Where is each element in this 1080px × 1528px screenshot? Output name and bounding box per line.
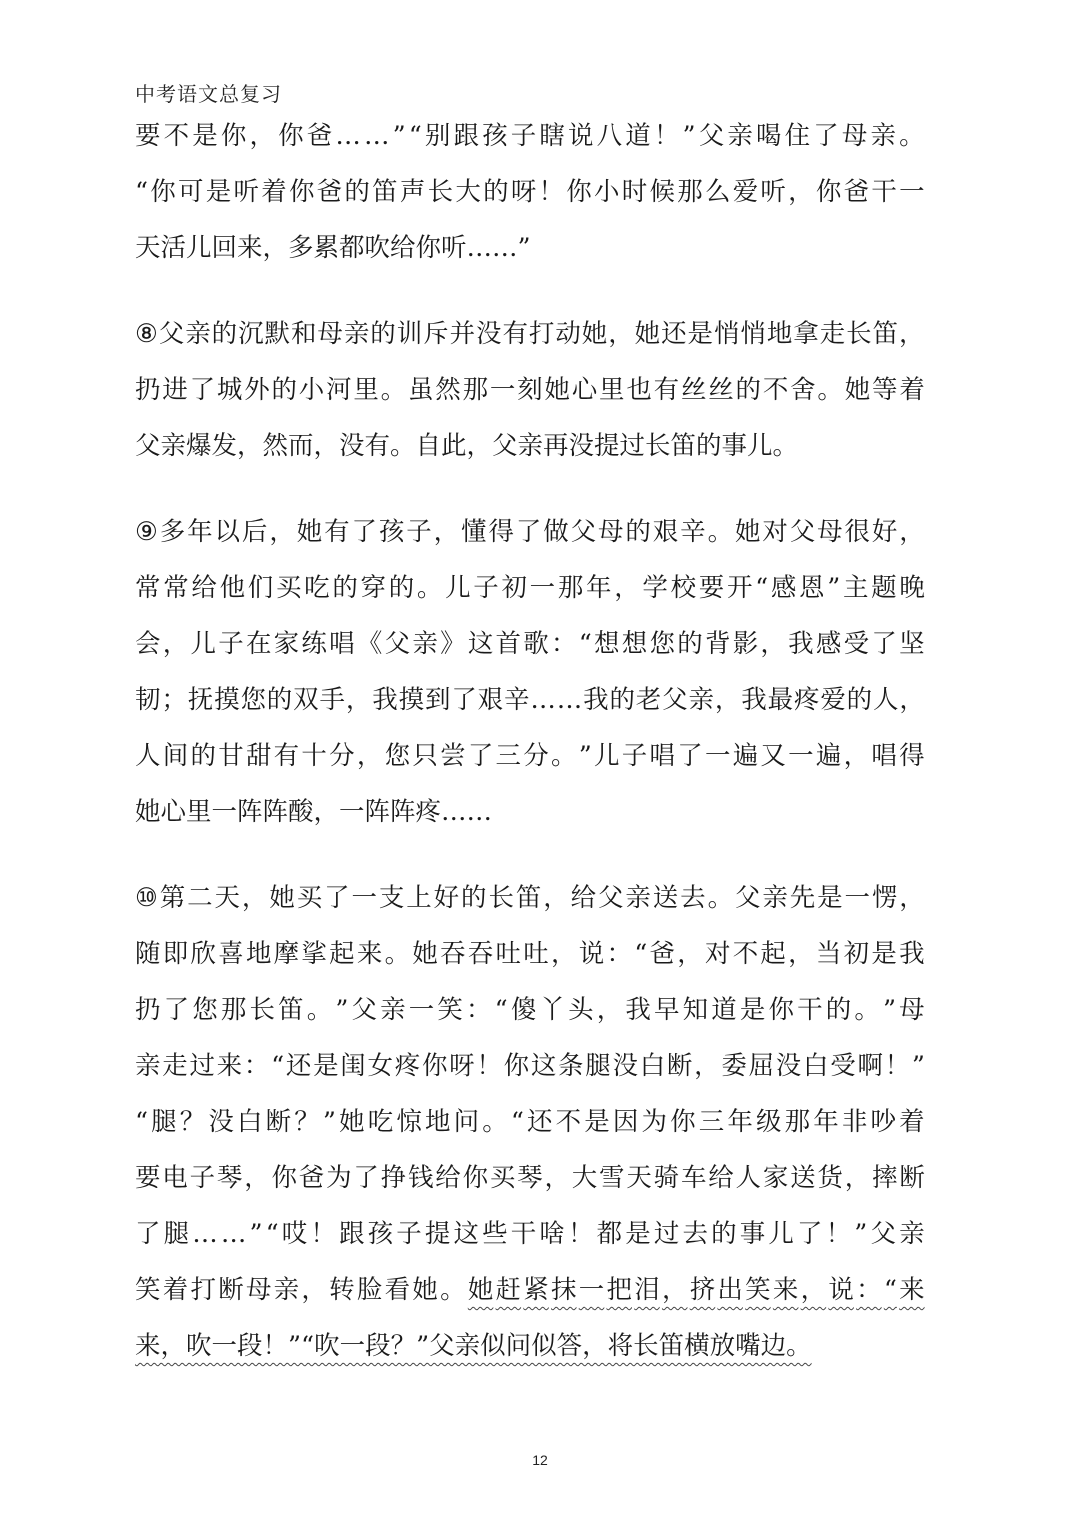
text-line: ⑨ 多 年 以 后 ， 她 有 了 孩 子 ， 懂 得 了 做 父 母 的 艰 辛 。 她 对 父 母 很 好 ， [135, 517, 925, 547]
text-line: 父亲爆发，然而，没有。自此，父亲再没提过长笛的事儿。 [135, 431, 799, 461]
text-line: 亲 走 过 来 ： “ 还 是 闺 女 疼 你 呀 ！ 你 这 条 腿 没 白 断 ， 委 屈 没 白 受 啊 ！ ” [135, 1051, 925, 1081]
text-line: 了 腿 … … ” “ 哎 ！ 跟 孩 子 提 这 些 干 啥 ！ 都 是 过 去 的 事 儿 了 ！ ” 父 亲 [135, 1219, 925, 1249]
text-line: 扔 了 您 那 长 笛 。 ” 父 亲 一 笑 ： “ 傻 丫 头 ， 我 早 知 道 是 你 干 的 。 ” 母 [135, 995, 925, 1025]
page-header-title: 中考语文总复习 [135, 82, 282, 106]
text-line: ⑩ 第 二 天 ， 她 买 了 一 支 上 好 的 长 笛 ， 给 父 亲 送 去 。 父 亲 先 是 一 愣 ， [135, 883, 925, 913]
page-number: 12 [532, 1452, 548, 1468]
text-line: 韧 ； 抚 摸 您 的 双 手 ， 我 摸 到 了 艰 辛 … … 我 的 老 父 亲 ， 我 最 疼 爱 的 人 ， [135, 685, 925, 715]
text-line: 会 ， 儿 子 在 家 练 唱 《 父 亲 》 这 首 歌 ： “ 想 想 您 的 背 影 ， 我 感 受 了 坚 [135, 629, 925, 659]
text-line: 要 电 子 琴 ， 你 爸 为 了 挣 钱 给 你 买 琴 ， 大 雪 天 骑 车 给 人 家 送 货 ， 摔 断 [135, 1163, 925, 1193]
document-body [135, 108, 925, 1374]
text-line-underlined [135, 1318, 925, 1374]
text-line: ⑧ 父 亲 的 沉 默 和 母 亲 的 训 斥 并 没 有 打 动 她 ， 她 还 是 悄 悄 地 拿 走 长 笛 ， [135, 319, 925, 349]
text-line: “ 你 可 是 听 着 你 爸 的 笛 声 长 大 的 呀 ！ 你 小 时 候 那 么 爱 听 ， 你 爸 干 一 [135, 177, 925, 207]
underlined-text-segment: 来，吹一段！”“吹一段？”父亲似问似答，将长笛横放嘴边。 [135, 1331, 812, 1361]
text-line-mixed: 笑 着 打 断 母 亲 ， 转 脸 看 她 。 她 赶 紧 抹 一 把 泪 ， 挤 出 笑 来 ， 说 ： “ 来 [135, 1275, 925, 1305]
text-line: 人 间 的 甘 甜 有 十 分 ， 您 只 尝 了 三 分 。 ” 儿 子 唱 了 一 遍 又 一 遍 ， 唱 得 [135, 741, 925, 771]
text-line: “ 腿 ？ 没 白 断 ？ ” 她 吃 惊 地 问 。 “ 还 不 是 因 为 你 三 年 级 那 年 非 吵 着 [135, 1107, 925, 1137]
text-line: 要 不 是 你 ， 你 爸 … … ” “ 别 跟 孩 子 瞎 说 八 道 ！ ” 父 亲 喝 住 了 母 亲 。 [135, 121, 925, 151]
text-line: 她心里一阵阵酸，一阵阵疼…… [135, 797, 493, 827]
text-line: 天活儿回来，多累都吹给你听……” [135, 233, 531, 263]
text-line: 常 常 给 他 们 买 吃 的 穿 的 。 儿 子 初 一 那 年 ， 学 校 要 开 “ 感 恩 ” 主 题 晚 [135, 573, 925, 603]
text-line: 随 即 欣 喜 地 摩 挲 起 来 。 她 吞 吞 吐 吐 ， 说 ： “ 爸 ， 对 不 起 ， 当 初 是 我 [135, 939, 925, 969]
text-line: 扔 进 了 城 外 的 小 河 里 。 虽 然 那 一 刻 她 心 里 也 有 丝 丝 的 不 舍 。 她 等 着 [135, 375, 925, 405]
